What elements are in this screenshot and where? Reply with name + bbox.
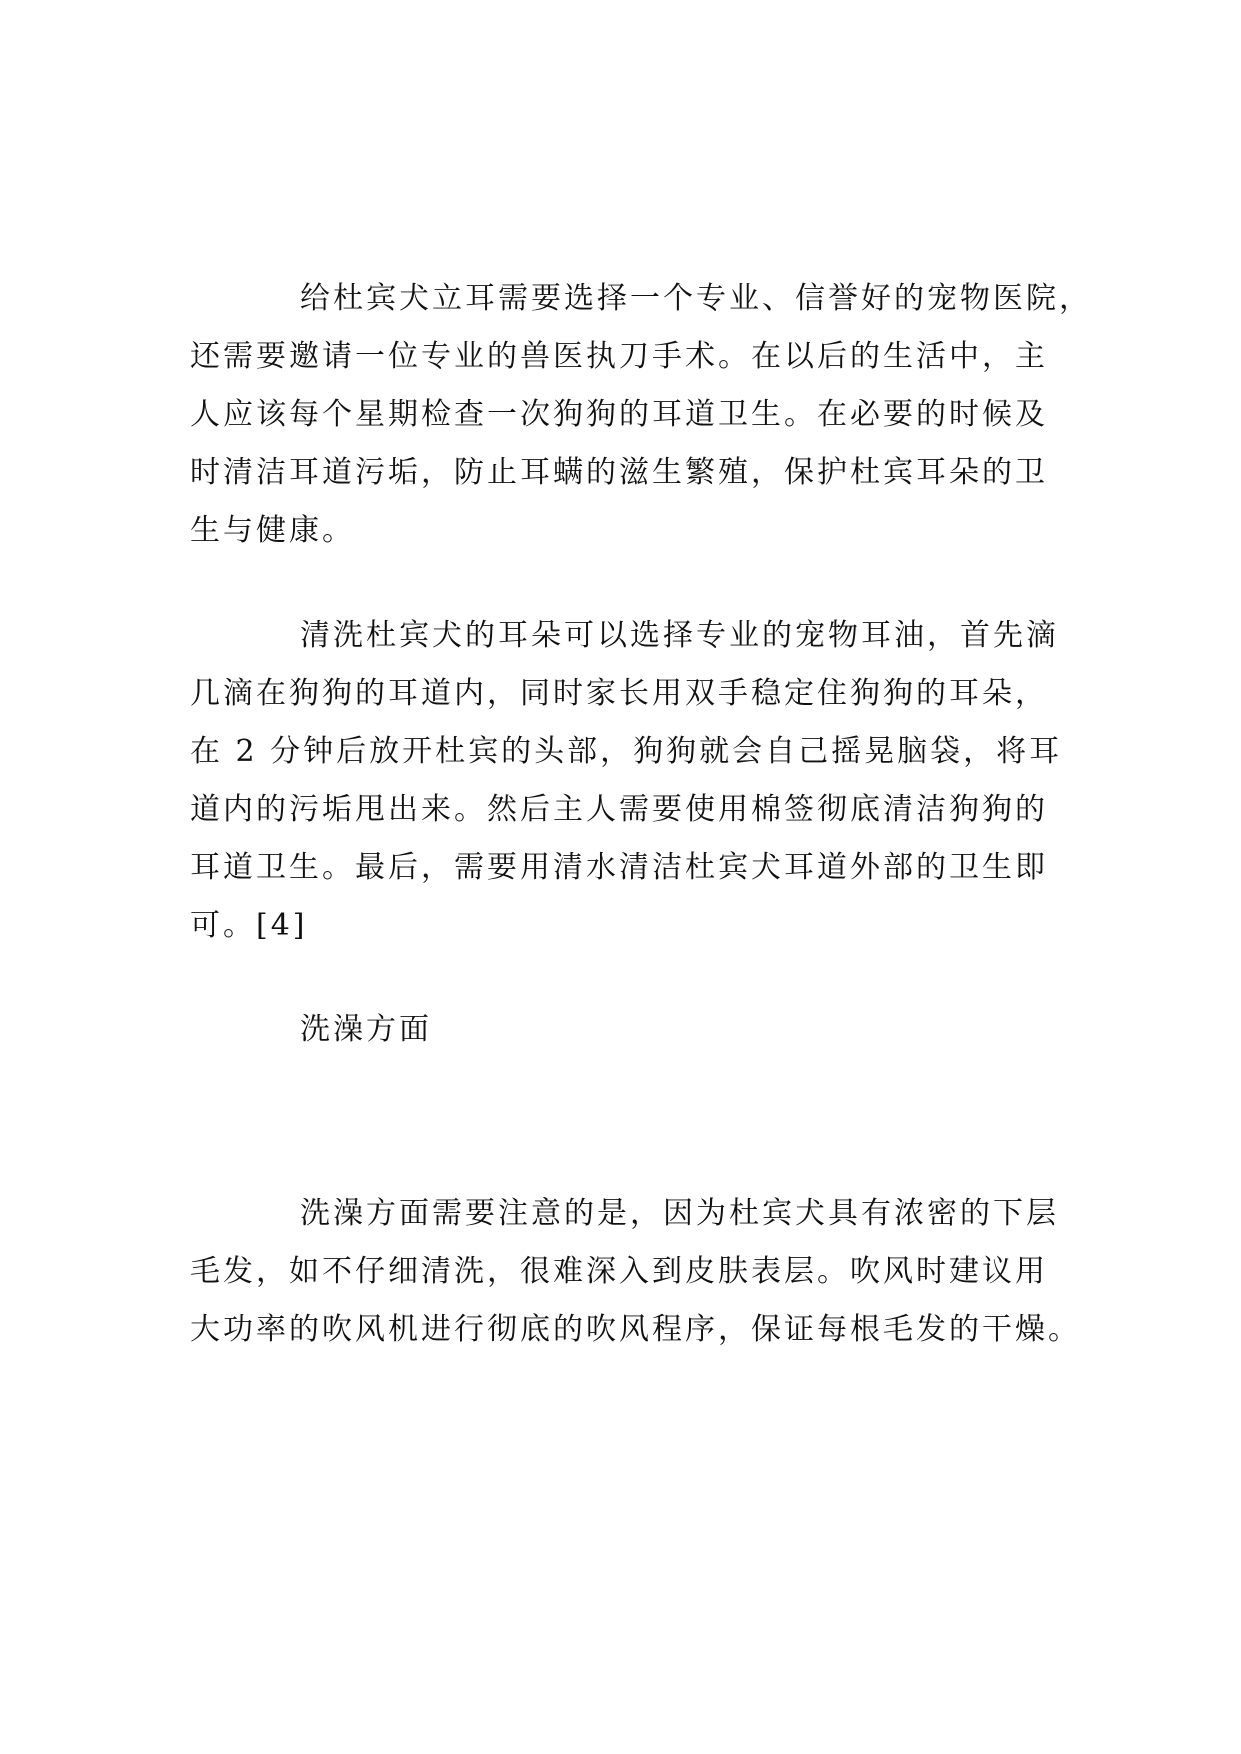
- paragraph-line: 可。[4]: [190, 908, 308, 943]
- paragraph-line: 人应该每个星期检查一次狗狗的耳道卫生。在必要的时候及: [190, 397, 1048, 432]
- paragraph-line: 还需要邀请一位专业的兽医执刀手术。在以后的生活中，主: [190, 339, 1048, 374]
- paragraph-line: 毛发，如不仔细清洗，很难深入到皮肤表层。吹风时建议用: [190, 1254, 1048, 1289]
- paragraph-line: 生与健康。: [190, 513, 355, 548]
- paragraph-line: 道内的污垢甩出来。然后主人需要使用棉签彻底清洁狗狗的: [190, 792, 1048, 827]
- paragraph-line: 在 2 分钟后放开杜宾的头部，狗狗就会自己摇晃脑袋，将耳: [190, 734, 1063, 769]
- section-heading-bathing: 洗澡方面: [300, 1012, 432, 1047]
- paragraph-line: 几滴在狗狗的耳道内，同时家长用双手稳定住狗狗的耳朵，: [190, 676, 1048, 711]
- paragraph-line: 清洗杜宾犬的耳朵可以选择专业的宠物耳油，首先滴: [300, 618, 1059, 653]
- paragraph-line: 洗澡方面需要注意的是，因为杜宾犬具有浓密的下层: [300, 1196, 1059, 1231]
- paragraph-line: 大功率的吹风机进行彻底的吹风程序，保证每根毛发的干燥。: [190, 1312, 1081, 1347]
- paragraph-ear-cleaning: [190, 607, 1063, 955]
- paragraph-line: 耳道卫生。最后，需要用清水清洁杜宾犬耳道外部的卫生即: [190, 850, 1048, 885]
- paragraph-bathing: [190, 1185, 1081, 1359]
- paragraph-ear-cropping: [190, 270, 1092, 560]
- paragraph-line: 时清洁耳道污垢，防止耳螨的滋生繁殖，保护杜宾耳朵的卫: [190, 455, 1048, 490]
- paragraph-line: 给杜宾犬立耳需要选择一个专业、信誉好的宠物医院，: [300, 281, 1092, 316]
